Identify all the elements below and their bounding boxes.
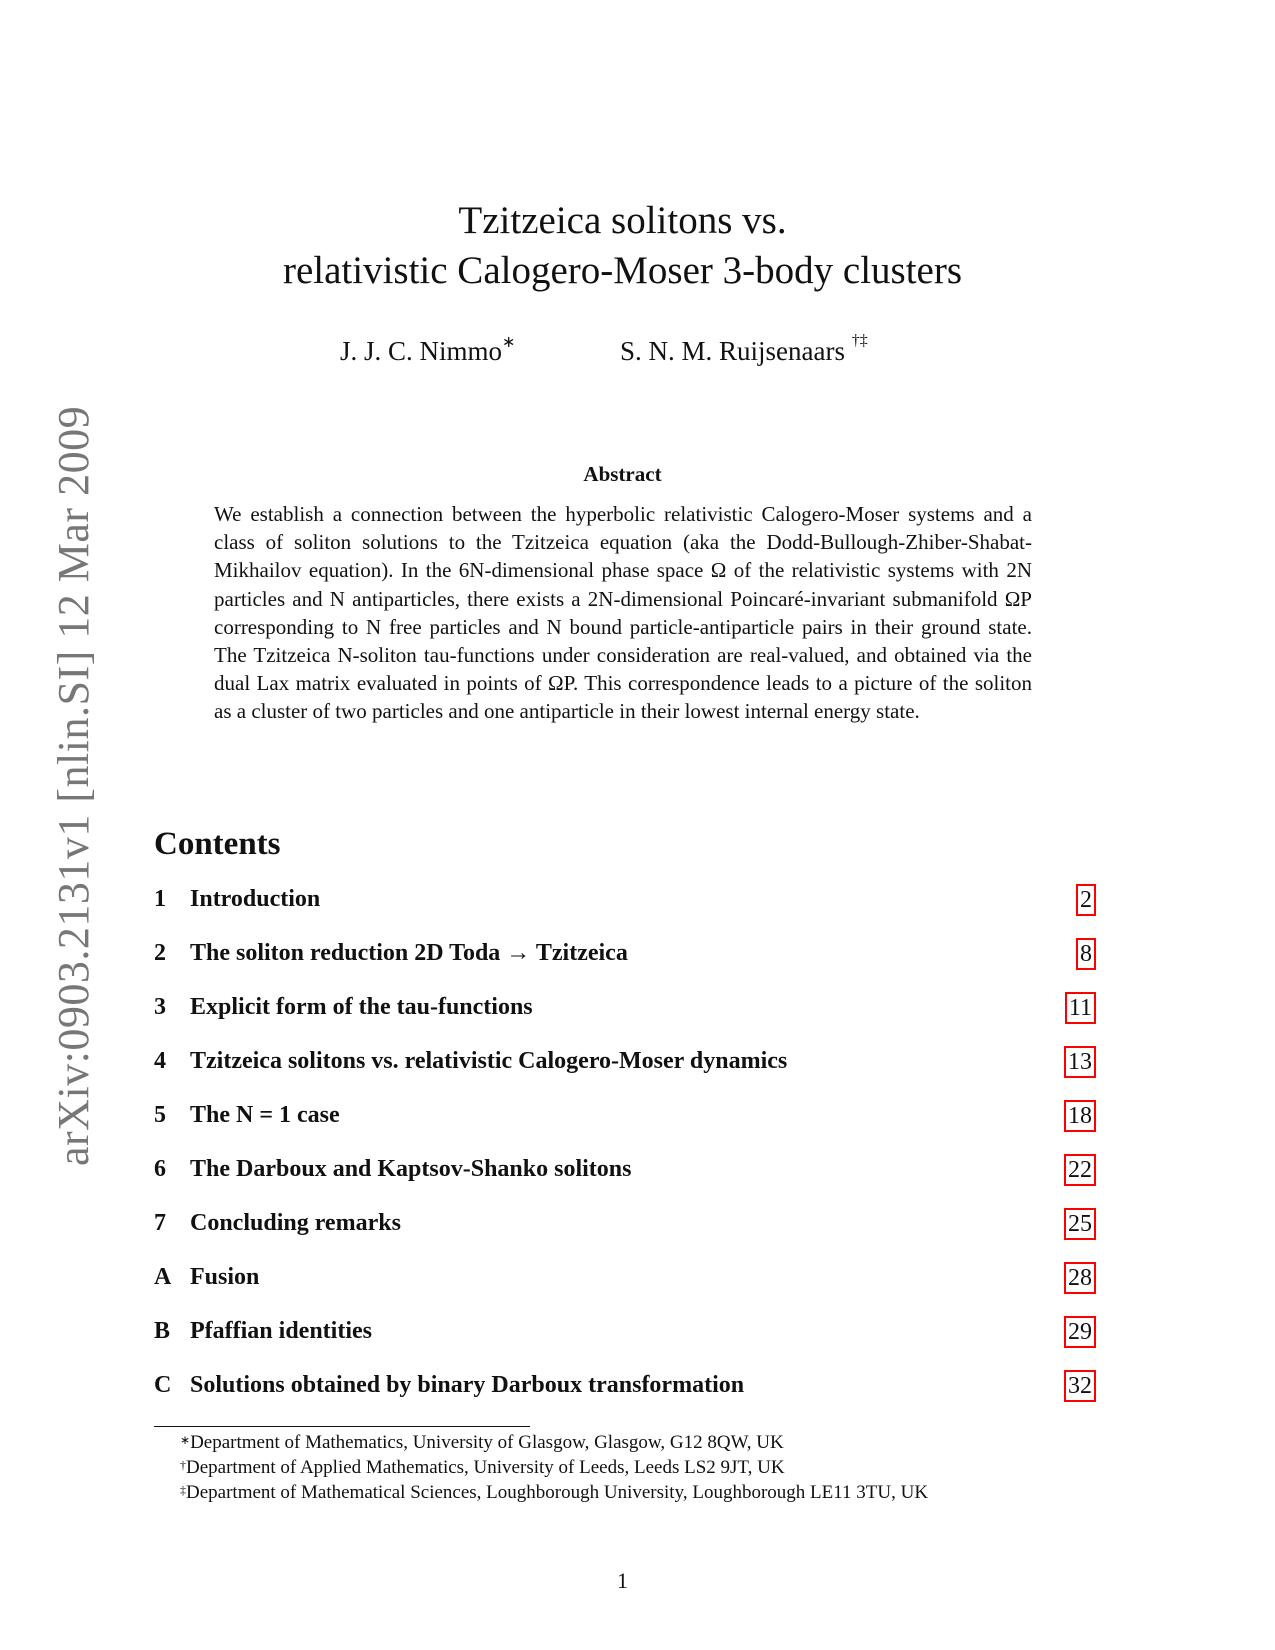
paper-title	[0, 196, 1245, 296]
toc-entry[interactable]	[154, 886, 1096, 940]
paper-title-line-2: relativistic Calogero-Moser 3-body clusters	[282, 249, 963, 292]
toc-entry-number: 1	[154, 886, 166, 912]
author-1	[340, 336, 515, 367]
toc-entry-page-link[interactable]: 32	[1064, 1370, 1096, 1402]
author-1-footnote-mark[interactable]: ∗	[502, 334, 516, 351]
footnote-mark: ∗	[180, 1433, 191, 1447]
paper-title-line-1: Tzitzeica solitons vs.	[458, 199, 787, 242]
page-number: 1	[617, 1568, 628, 1593]
toc-entry-number: A	[154, 1264, 172, 1290]
toc-entry[interactable]	[154, 1156, 1096, 1210]
arxiv-identifier-stamp: arXiv:0903.2131v1 [nlin.SI] 12 Mar 2009	[49, 405, 98, 1166]
toc-entry-page-link[interactable]: 13	[1064, 1046, 1096, 1078]
toc-entry[interactable]	[154, 1102, 1096, 1156]
author-list	[0, 332, 1275, 376]
toc-entry-page-link[interactable]: 28	[1064, 1262, 1096, 1294]
footnote-mark: ‡	[180, 1483, 186, 1497]
toc-entry-page-link[interactable]: 11	[1065, 992, 1096, 1024]
toc-entry-title: Pfaffian identities	[190, 1318, 372, 1344]
toc-entry-page-link[interactable]: 2	[1076, 884, 1096, 916]
abstract-body: We establish a connection between the hyperbolic relativistic Calogero-Moser systems and a class of soliton solutions to the Tzitzeica equation (aka the Dodd-Bullough-Zhiber-Shabat-Mikhailov equation). In the 6N-dimensional phase space Ω of the relativistic systems with 2N particles and N antiparticles, there exists a 2N-dimensional Poincaré-invariant submanifold ΩP corresponding to N free particles and N bound particle-antiparticle pairs in their ground state. The Tzitzeica N-soliton tau-functions under consideration are real-valued, and obtained via the dual Lax matrix evaluated in points of ΩP. This correspondence leads to a picture of the soliton as a cluster of two particles and one antiparticle in their lowest internal energy state.	[214, 502, 1032, 724]
toc-entry-page-link[interactable]: 25	[1064, 1208, 1096, 1240]
toc-entry-title: Solutions obtained by binary Darboux transformation	[190, 1372, 745, 1398]
abstract-heading: Abstract	[583, 462, 662, 486]
toc-entry[interactable]	[154, 1264, 1096, 1318]
toc-entry-number: 6	[154, 1156, 166, 1182]
footnote-mark: †	[180, 1458, 186, 1472]
footnotes	[180, 1430, 928, 1505]
toc-entry-number: 5	[154, 1102, 166, 1128]
toc-entry-number: 2	[154, 940, 166, 966]
footnote-affiliation-2	[180, 1455, 928, 1480]
footnote-affiliation-1	[180, 1430, 928, 1455]
toc-entry[interactable]	[154, 994, 1096, 1048]
toc-entry[interactable]	[154, 940, 1096, 994]
author-2	[620, 332, 868, 367]
footnote-text: Department of Mathematical Sciences, Loughborough University, Loughborough LE11 3TU, UK	[186, 1482, 929, 1503]
author-2-name: S. N. M. Ruijsenaars	[620, 336, 845, 366]
toc-entry-title: Introduction	[190, 886, 321, 912]
footnote-affiliation-3	[180, 1480, 928, 1505]
toc-entry-page-link[interactable]: 22	[1064, 1154, 1096, 1186]
toc-entry[interactable]	[154, 1048, 1096, 1102]
toc-entry[interactable]	[154, 1210, 1096, 1264]
author-2-footnote-mark[interactable]: †‡	[851, 332, 868, 349]
footnote-text: Department of Mathematics, University of Glasgow, Glasgow, G12 8QW, UK	[190, 1432, 784, 1453]
toc-entry-page-link[interactable]: 29	[1064, 1316, 1096, 1348]
toc-entry-title: The Darboux and Kaptsov-Shanko solitons	[190, 1156, 632, 1182]
toc-entry-title: The N = 1 case	[190, 1102, 340, 1128]
toc-entry-number: 3	[154, 994, 166, 1020]
toc-entry-number: 4	[154, 1048, 166, 1074]
toc-entry[interactable]	[154, 1318, 1096, 1372]
table-of-contents	[154, 886, 1096, 1426]
toc-entry-number: 7	[154, 1210, 166, 1236]
toc-entry-number: B	[154, 1318, 171, 1344]
toc-entry-page-link[interactable]: 8	[1076, 938, 1096, 970]
contents-heading: Contents	[154, 826, 281, 862]
footnote-divider	[154, 1426, 530, 1427]
toc-entry-title: The soliton reduction 2D Toda → Tzitzeica	[190, 940, 628, 966]
toc-entry-title: Tzitzeica solitons vs. relativistic Calogero-Moser dynamics	[190, 1048, 788, 1074]
toc-entry-page-link[interactable]: 18	[1064, 1100, 1096, 1132]
toc-entry-title: Explicit form of the tau-functions	[190, 994, 533, 1020]
toc-entry-number: C	[154, 1372, 172, 1398]
toc-entry[interactable]	[154, 1372, 1096, 1426]
toc-entry-title: Concluding remarks	[190, 1210, 401, 1236]
footnote-text: Department of Applied Mathematics, University of Leeds, Leeds LS2 9JT, UK	[186, 1457, 785, 1478]
author-1-name: J. J. C. Nimmo	[340, 336, 503, 366]
toc-entry-title: Fusion	[190, 1264, 260, 1290]
